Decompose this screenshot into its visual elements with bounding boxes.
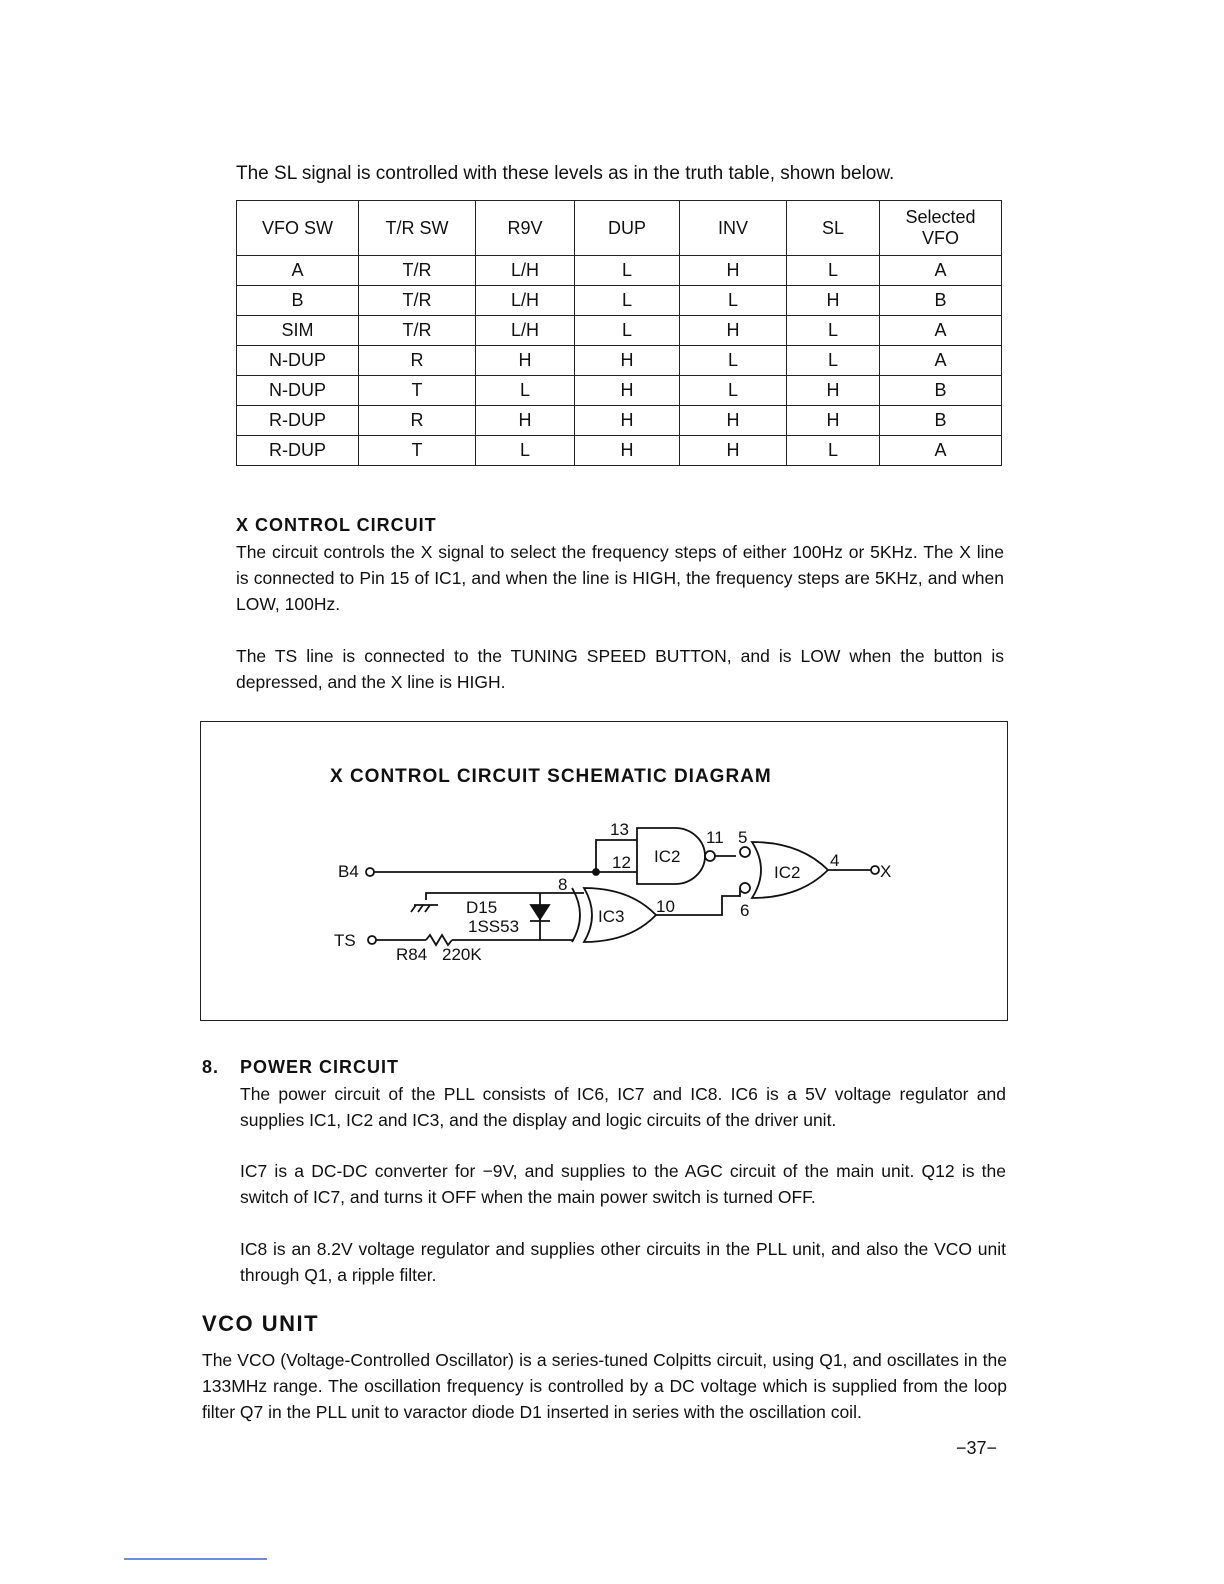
table-cell: B xyxy=(880,406,1002,436)
table-cell: N-DUP xyxy=(237,346,359,376)
table-cell: L xyxy=(680,376,787,406)
r84-value-label: 220K xyxy=(442,945,482,964)
power-heading: POWER CIRCUIT xyxy=(240,1057,399,1077)
pin-label: 8 xyxy=(558,875,568,894)
table-cell: L xyxy=(787,316,880,346)
table-cell: H xyxy=(476,346,575,376)
pin-label: 11 xyxy=(706,828,724,847)
col-header: T/R SW xyxy=(359,201,476,256)
ic2-input-bubble xyxy=(740,883,750,893)
table-cell: L/H xyxy=(476,316,575,346)
col-header: DUP xyxy=(575,201,680,256)
table-cell: H xyxy=(575,376,680,406)
table-cell: L xyxy=(787,256,880,286)
b4-label: B4 xyxy=(338,862,359,881)
table-cell: B xyxy=(237,286,359,316)
ic-label: IC2 xyxy=(774,863,801,882)
d15-part-label: 1SS53 xyxy=(468,917,520,936)
pin-label: 13 xyxy=(610,820,629,839)
x-control-paragraph-1: The circuit controls the X signal to select the frequency steps of either 100Hz or 5KHz. The X line is connected to Pin 15 of IC1, and when the line is HIGH, the frequency steps are 5KHz, and when LOW, 100Hz. xyxy=(236,542,1004,614)
table-cell: A xyxy=(880,316,1002,346)
b4-terminal xyxy=(366,868,374,876)
table-cell: A xyxy=(237,256,359,286)
table-cell: H xyxy=(680,316,787,346)
schematic-title: X CONTROL CIRCUIT SCHEMATIC DIAGRAM xyxy=(330,766,772,787)
ic-label: IC3 xyxy=(598,907,625,926)
table-cell: L xyxy=(680,346,787,376)
table-cell: H xyxy=(575,346,680,376)
pin-label: 5 xyxy=(738,828,748,847)
table-cell: L xyxy=(787,436,880,466)
col-header: INV xyxy=(680,201,787,256)
table-cell: H xyxy=(787,376,880,406)
pin-label: 4 xyxy=(830,851,840,870)
table-cell: R xyxy=(359,346,476,376)
r84-label: R84 xyxy=(396,945,428,964)
vco-paragraph: The VCO (Voltage-Controlled Oscillator) is a series-tuned Colpitts circuit, using Q1, and oscillates in the 133MHz range. The oscillation frequency is controlled by a DC voltage which is supplied from the loop filter Q7 in the PLL unit to varactor diode D1 inserted in series with the oscillation coil. xyxy=(202,1350,1007,1422)
table-cell: A xyxy=(880,436,1002,466)
r84-resistor xyxy=(426,935,452,945)
bottom-rule xyxy=(124,1558,267,1560)
table-cell: H xyxy=(680,406,787,436)
d15-diode-symbol xyxy=(531,905,549,919)
col-header: Selected VFO xyxy=(880,201,1002,256)
table-cell: T/R xyxy=(359,316,476,346)
pin-label: 6 xyxy=(740,901,750,920)
table-cell: H xyxy=(476,406,575,436)
table-cell: L xyxy=(680,286,787,316)
col-header: SL xyxy=(787,201,880,256)
table-cell: T xyxy=(359,376,476,406)
table-cell: T/R xyxy=(359,286,476,316)
table-cell: L xyxy=(575,286,680,316)
table-cell: L/H xyxy=(476,286,575,316)
table-cell: T xyxy=(359,436,476,466)
ic2-input-bubble xyxy=(740,847,750,857)
table-cell: N-DUP xyxy=(237,376,359,406)
junction-dot xyxy=(593,869,599,875)
ground-hatch xyxy=(425,905,430,912)
table-cell: A xyxy=(880,346,1002,376)
table-cell: B xyxy=(880,286,1002,316)
pin-label: 10 xyxy=(656,897,675,916)
power-paragraph-1: The power circuit of the PLL consists of IC6, IC7 and IC8. IC6 is a 5V voltage regulator and supplies IC1, IC2 and IC3, and the display and logic circuits of the driver unit. xyxy=(240,1084,1006,1130)
table-cell: H xyxy=(787,286,880,316)
table-cell: R-DUP xyxy=(237,436,359,466)
power-paragraph-2: IC7 is a DC-DC converter for −9V, and supplies to the AGC circuit of the main unit. Q12 is the switch of IC7, and turns it OFF when the main power switch is turned OFF. xyxy=(240,1161,1006,1207)
table-cell: SIM xyxy=(237,316,359,346)
table-cell: L xyxy=(787,346,880,376)
table-cell: R xyxy=(359,406,476,436)
ground-hatch xyxy=(418,905,423,912)
ground-hatch xyxy=(411,905,416,912)
table-cell: H xyxy=(787,406,880,436)
table-cell: B xyxy=(880,376,1002,406)
ic3-input-curve xyxy=(572,888,580,942)
d15-label: D15 xyxy=(466,898,498,917)
table-cell: L xyxy=(476,436,575,466)
x-control-heading: X CONTROL CIRCUIT xyxy=(236,515,437,535)
ic2-output-bubble xyxy=(705,851,715,861)
table-cell: A xyxy=(880,256,1002,286)
vco-heading: VCO UNIT xyxy=(202,1311,320,1336)
table-cell: L xyxy=(575,256,680,286)
ic-label: IC2 xyxy=(654,847,681,866)
page-number: −37− xyxy=(956,1438,998,1458)
table-cell: L/H xyxy=(476,256,575,286)
table-cell: H xyxy=(575,436,680,466)
x-terminal xyxy=(871,866,879,874)
intro-text: The SL signal is controlled with these levels as in the truth table, shown below. xyxy=(236,163,895,184)
table-cell: R-DUP xyxy=(237,406,359,436)
x-label: X xyxy=(880,862,892,881)
ts-terminal xyxy=(368,936,376,944)
table-cell: H xyxy=(680,436,787,466)
ts-label: TS xyxy=(334,931,356,950)
col-header: VFO SW xyxy=(237,201,359,256)
col-header: R9V xyxy=(476,201,575,256)
power-paragraph-3: IC8 is an 8.2V voltage regulator and supplies other circuits in the PLL unit, and also the VCO unit through Q1, a ripple filter. xyxy=(240,1239,1006,1285)
pin-label: 12 xyxy=(612,853,631,872)
table-cell: H xyxy=(680,256,787,286)
x-control-paragraph-2: The TS line is connected to the TUNING SPEED BUTTON, and is LOW when the button is depressed, and the X line is HIGH. xyxy=(236,646,1004,692)
table-cell: L xyxy=(476,376,575,406)
table-cell: H xyxy=(575,406,680,436)
power-section-number: 8. xyxy=(202,1057,220,1077)
table-cell: L xyxy=(575,316,680,346)
table-cell: T/R xyxy=(359,256,476,286)
